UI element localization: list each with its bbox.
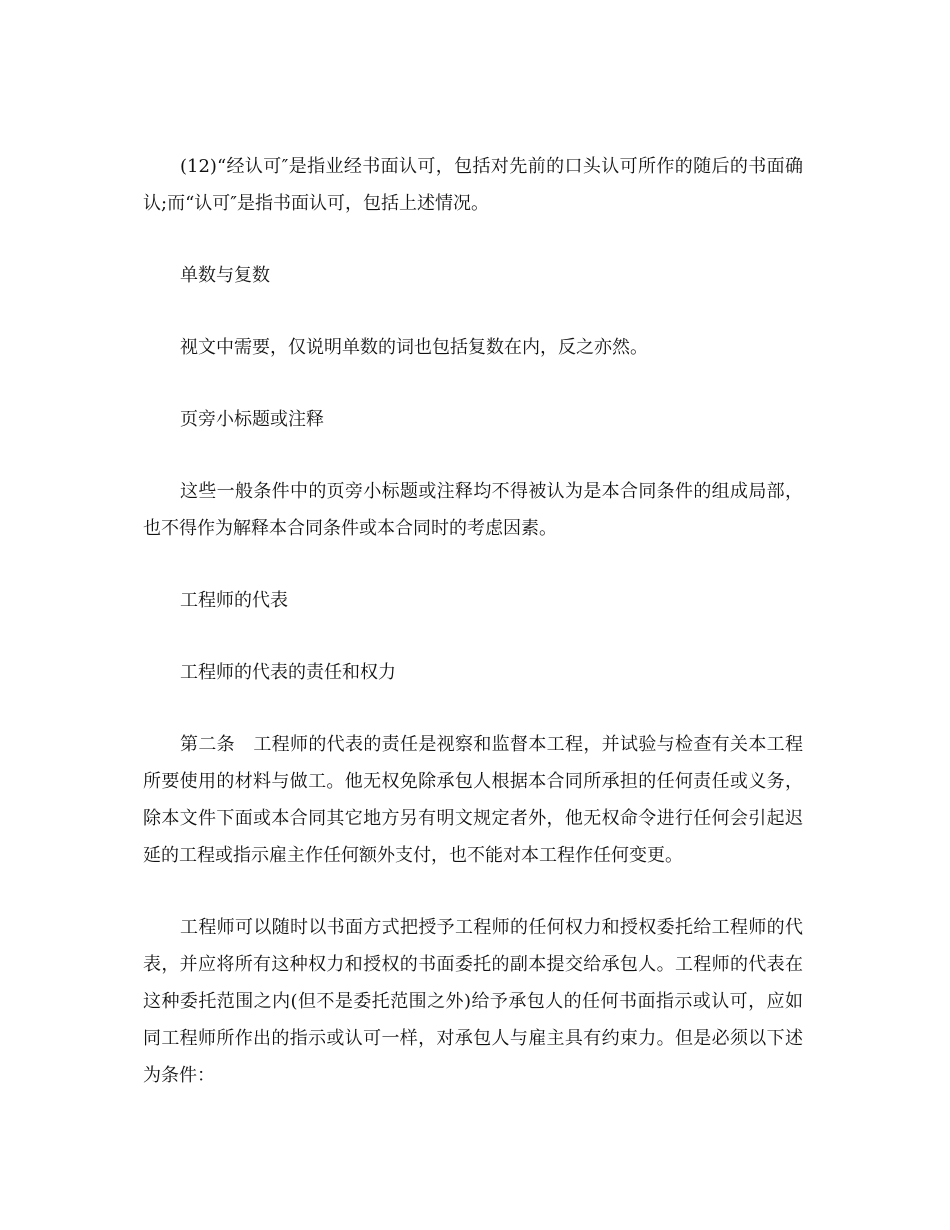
- paragraph-article-two: 第二条 工程师的代表的责任是视察和监督本工程，并试验与检查有关本工程所要使用的材料与做工。他无权免除承包人根据本合同所承担的任何责任或义务，除本文件下面或本合同其它地方另有明文规定者外，他无权命令进行任何会引起迟延的工程或指示雇主作任何额外支付，也不能对本工程作任何变更。: [143, 734, 803, 866]
- document-body: [143, 148, 803, 1094]
- paragraph-definition-approval: (12)“经认可″是指业经书面认可，包括对先前的口头认可所作的随后的书面确认;而“认可″是指书面认可，包括上述情况。: [143, 156, 803, 214]
- paragraph-singular-plural: 视文中需要，仅说明单数的词也包括复数在内，反之亦然。: [180, 337, 648, 358]
- heading-singular-plural: 单数与复数: [180, 265, 270, 286]
- paragraph-marginal-notes: 这些一般条件中的页旁小标题或注释均不得被认为是本合同条件的组成局部，也不得作为解释本合同条件或本合同时的考虑因素。: [143, 481, 803, 539]
- subheading-duties-and-powers: 工程师的代表的责任和权力: [180, 662, 396, 683]
- heading-marginal-notes: 页旁小标题或注释: [180, 409, 324, 430]
- paragraph-delegation: 工程师可以随时以书面方式把授予工程师的任何权力和授权委托给工程师的代表，并应将所有这种权力和授权的书面委托的副本提交给承包人。工程师的代表在这种委托范围之内(但不是委托范围之外)给予承包人的任何书面指示或认可，应如同工程师所作出的指示或认可一样，对承包人与雇主具有约束力。但是必须以下述为条件：: [143, 917, 803, 1086]
- heading-engineer-representative: 工程师的代表: [180, 590, 288, 611]
